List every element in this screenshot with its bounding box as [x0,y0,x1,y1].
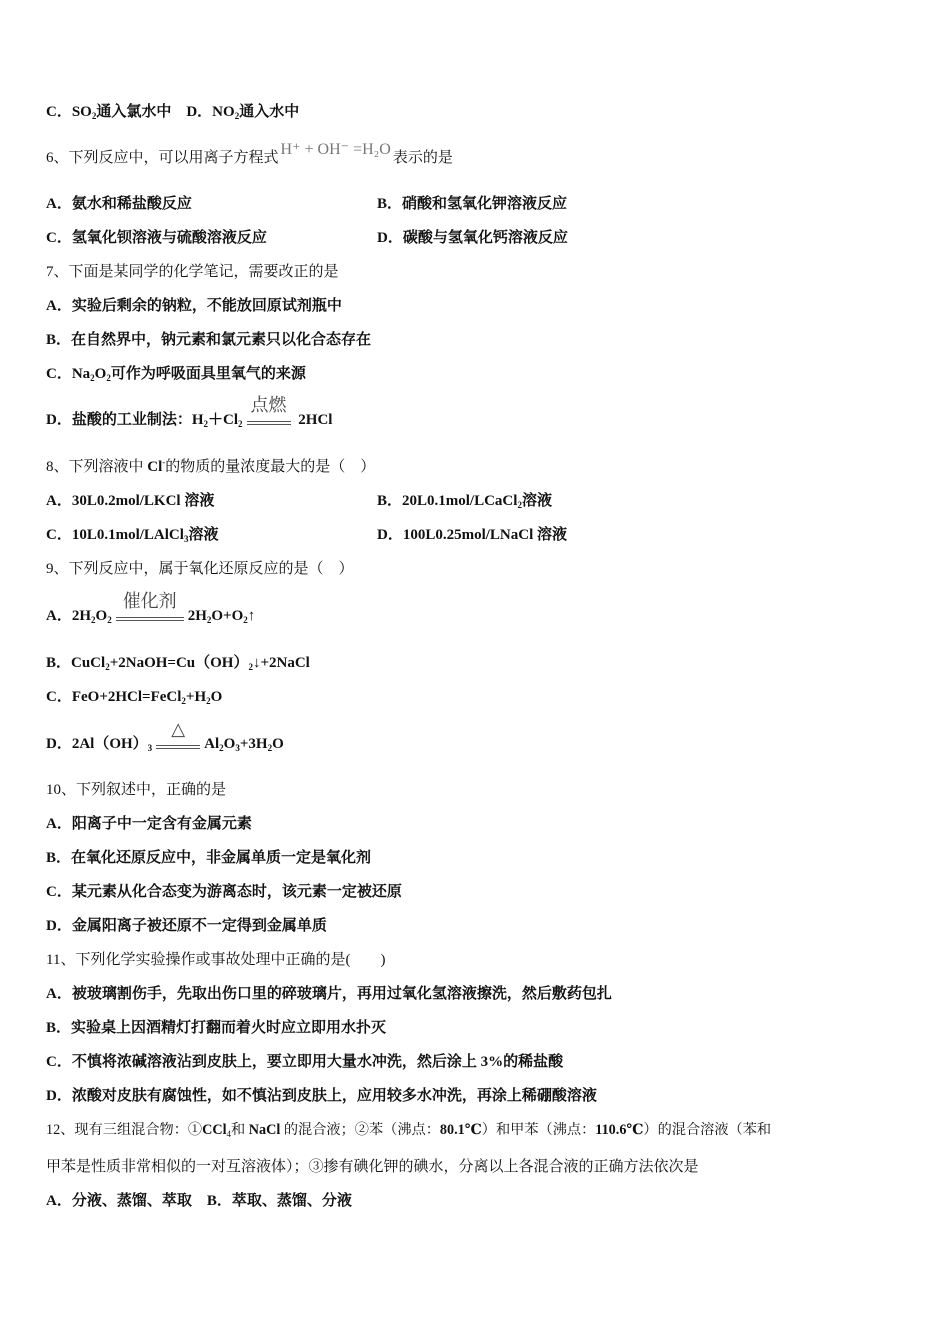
text-run: 2 [106,373,111,383]
text-run: C．Na [46,366,91,382]
column-left [46,882,402,902]
text-run: A．2H [46,608,92,624]
text-run: A．分液、蒸馏、萃取 B．萃取、蒸馏、分液 [46,1193,352,1209]
text-run: 6、下列反应中，可以用离子方程式 [46,150,279,166]
text-run: D．2Al（OH） [46,736,148,752]
text-run: ↑ [247,608,256,624]
text-run: 可作为呼吸面具里氧气的来源 [110,366,306,382]
text-run: 和 [231,1122,249,1138]
text-run: C．10L0.1mol/LAlCl [46,527,184,543]
text-run: 3 [147,743,153,753]
column-left [46,102,299,122]
text-line [46,814,252,834]
text-run: B．在自然界中，钠元素和氯元素只以化合态存在 [46,332,372,348]
text-run: O [94,366,107,382]
column-left [46,718,284,755]
text-run: 2 [219,743,224,753]
text-run: 2 [105,662,110,672]
column-left [46,228,267,248]
column-left [46,141,453,168]
column-left [46,590,256,627]
text-line [46,330,371,350]
text-line [46,394,333,431]
text-run: 2HCl [294,412,333,428]
text-run: A．被玻璃割伤手，先取出伤口里的碎玻璃片，再用过氧化氢溶液擦洗，然后敷药包扎 [46,986,612,1002]
text-run: Cl [147,459,163,475]
text-run: 8、下列溶液中 [46,459,148,475]
text-run: 11、下列化学实验操作或事故处理中正确的是( ) [46,952,386,968]
text-run: 7、下面是某同学的化学笔记，需要改正的是 [46,264,339,280]
text-line [46,848,371,868]
text-run: +2NaOH=Cu（OH） [109,655,249,671]
column-left [46,848,371,868]
text-run: 的物质的量浓度最大的是（ ） [165,459,376,475]
column-left [46,525,218,545]
text-run: 2 [517,500,522,510]
text-run: ）和甲苯（沸点： [481,1122,596,1138]
text-run: B．CuCl [46,655,106,671]
column-left [46,194,192,214]
column-left [46,1120,771,1140]
text-run: 2 [107,615,112,625]
text-run: 2 [91,615,96,625]
option-row [46,194,568,214]
text-run: C．不慎将浓碱溶液沾到皮肤上，要立即用大量水冲洗，然后涂上 3%的稀盐酸 [46,1054,564,1070]
text-run: 9、下列反应中，属于氧化还原反应的是（ ） [46,561,354,577]
text-run: D．100L0.25mol/LNaCl 溶液 [377,527,568,543]
column-left [46,1052,563,1072]
condition-label: 催化剂 [122,590,177,611]
column-left [46,780,226,800]
text-run: O [223,736,236,752]
column-left [46,457,375,477]
text-line [46,590,256,627]
text-run: ）的混合溶液（苯和 [643,1122,772,1138]
text-run: D．盐酸的工业制法：H [46,412,204,428]
text-run: 通入水中 [239,104,300,120]
text-line [46,687,222,707]
text-run: B．硝酸和氢氧化钾溶液反应 [377,196,568,212]
text-line [46,1086,597,1106]
text-line [46,1052,563,1072]
text-line [46,1018,386,1038]
column-right [377,194,567,214]
text-line [46,141,453,168]
text-run: 2 [91,111,97,121]
text-run: 4 [226,1129,232,1139]
column-right [377,525,567,545]
text-line [46,102,299,122]
column-left [46,916,327,936]
option-row [46,525,568,545]
text-run: O [95,608,108,624]
column-left [46,262,339,282]
text-line [46,1191,352,1211]
equals-sign [156,745,200,749]
text-run: D．金属阳离子被还原不一定得到金属单质 [46,918,327,934]
text-line [46,1120,771,1140]
text-run: 2 [90,373,95,383]
text-run: B．实验桌上因酒精灯打翻而着火时应立即用水扑灭 [46,1020,387,1036]
ion-equation: H⁺ + OH⁻ =H₂O [280,141,391,158]
text-run: C．某元素从化合态变为游离态时，该元素一定被还原 [46,884,402,900]
column-left [46,687,222,707]
text-run: D．碳酸与氢氧化钙溶液反应 [377,230,568,246]
text-run: 溶液 [188,527,219,543]
condition-label: △ [171,718,186,739]
reaction-condition [114,590,186,627]
text-line [46,296,342,316]
column-right [377,491,552,511]
column-left [46,1191,352,1211]
column-left [46,950,385,970]
text-run: 溶液 [521,493,552,509]
column-left [46,814,252,834]
reaction-condition [154,718,202,755]
text-line [46,559,354,579]
column-left [46,330,371,350]
option-row [46,228,568,248]
text-run: 2 [248,662,253,672]
text-line [46,950,385,970]
text-run: NaCl [248,1122,281,1138]
text-run: 10、下列叙述中，正确的是 [46,782,227,798]
text-run: 2 [238,419,243,429]
text-run: 的混合液；②苯（沸点： [280,1122,440,1138]
text-run: O [272,736,284,752]
text-run: 2 [206,615,212,625]
text-line [46,780,226,800]
column-left [46,1086,597,1106]
text-line [46,457,375,477]
text-run: C．氢氧化钡溶液与硫酸溶液反应 [46,230,267,246]
text-line [46,262,339,282]
text-run: ↓+2NaCl [252,655,310,671]
text-run: 2H [187,608,207,624]
text-run: 2 [267,743,273,753]
text-line [46,882,402,902]
text-run: +H [185,689,207,705]
column-left [46,984,612,1004]
text-line [46,984,612,1004]
text-run: 2 [234,111,240,121]
text-run: 2 [243,615,248,625]
text-run: 甲苯是性质非常相似的一对互溶液体）；③掺有碘化钾的碘水，分离以上各混合液的正确方法依次是 [46,1159,699,1175]
equals-sign [247,421,291,425]
text-run: 3 [183,534,189,544]
text-run: B．20L0.1mol/LCaCl [377,493,518,509]
text-run: D．浓酸对皮肤有腐蚀性，如不慎沾到皮肤上，应用较多水冲洗，再涂上稀硼酸溶液 [46,1088,597,1104]
text-run: O [210,689,223,705]
text-run: A．氨水和稀盐酸反应 [46,196,192,212]
column-left [46,1157,699,1177]
text-run: - [162,457,166,467]
column-left [46,653,310,673]
text-run: 2 [206,696,211,706]
column-left [46,491,214,511]
text-run: A．30L0.2mol/LKCl 溶液 [46,493,215,509]
text-run: A．实验后剩余的钠粒，不能放回原试剂瓶中 [46,298,342,314]
column-left [46,559,354,579]
text-run: 3 [235,743,240,753]
text-run: 2 [203,419,209,429]
text-line [46,916,327,936]
text-run: C．FeO+2HCl=FeCl [46,689,182,705]
text-run: C．SO [46,104,92,120]
column-left [46,364,306,384]
text-run: 通入氯水中 D．NO [96,104,235,120]
text-run: 表示的是 [392,150,453,166]
equals-sign [116,617,184,621]
text-line [46,653,310,673]
text-run: A．阳离子中一定含有金属元素 [46,816,252,832]
column-right [377,228,568,248]
text-run: ＋Cl [208,412,239,428]
text-run: B．在氧化还原反应中，非金属单质一定是氧化剂 [46,850,372,866]
column-left [46,1018,386,1038]
option-row [46,491,552,511]
text-run: O+O [211,608,244,624]
text-line [46,1157,699,1177]
text-line [46,718,284,755]
column-left [46,296,342,316]
text-run: 80.1℃ [439,1122,482,1138]
column-left [46,394,333,431]
text-run: CCl [202,1122,227,1138]
text-run: 110.6℃ [595,1122,644,1138]
text-line [46,364,306,384]
text-run: 12、现有三组混合物：① [46,1122,203,1138]
text-run: 2 [181,696,186,706]
text-run: +3H [239,736,268,752]
text-run: Al [204,736,220,752]
condition-label: 点燃 [250,394,287,415]
reaction-condition [245,394,293,431]
